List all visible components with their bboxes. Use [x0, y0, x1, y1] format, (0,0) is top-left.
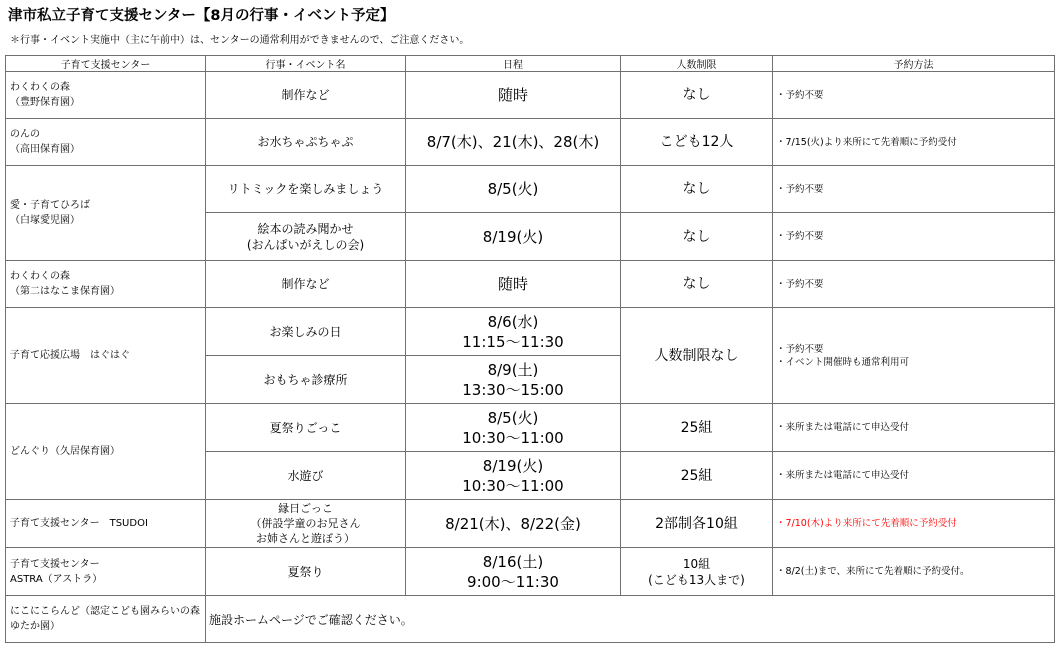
event-name-line: お水ちゃぷちゃぷ [257, 135, 354, 149]
header-capacity: 人数制限 [621, 56, 773, 72]
method-line: ・予約不要 [776, 89, 824, 101]
schedule-cell [406, 119, 621, 166]
capacity-line: なし [682, 276, 711, 292]
event-name-cell [206, 308, 406, 356]
capacity-cell [621, 119, 773, 166]
event-name-line: 縁日ごっこ [278, 502, 333, 515]
schedule-line: 随時 [497, 275, 528, 293]
capacity-line: こども12人 [659, 134, 734, 150]
header-method: 予約方法 [773, 56, 1055, 72]
schedule-cell [406, 261, 621, 308]
header-center: 子育て支援センター [6, 56, 206, 72]
schedule-line: 10:30～11:00 [462, 428, 564, 447]
center-name-cell [6, 261, 206, 308]
method-line: ・8/2(土)まで、来所にて先着順に予約受付。 [776, 566, 970, 577]
table-row [6, 261, 1055, 308]
center-name-line: わくわくの森 [10, 271, 70, 282]
event-name-line: 制作など [281, 277, 330, 291]
capacity-cell [621, 404, 773, 452]
event-name-cell [206, 261, 406, 308]
schedule-cell [406, 452, 621, 500]
schedule-line: 8/7(木)、21(木)、28(木) [426, 133, 600, 151]
capacity-line: 25組 [680, 419, 713, 436]
table-row [6, 596, 1055, 643]
capacity-cell [621, 72, 773, 119]
schedule-line: 10:30～11:00 [462, 476, 564, 495]
reservation-method-cell [773, 548, 1055, 596]
schedule-line: 8/6(水) [487, 312, 539, 331]
center-name-line: どんぐり（久居保育園） [10, 446, 120, 457]
method-line: ・イベント開催時も通常利用可 [776, 356, 910, 368]
capacity-line: 10組 [682, 556, 711, 571]
event-name-cell [206, 166, 406, 213]
event-name-line: 絵本の読み聞かせ [257, 221, 354, 236]
schedule-cell [406, 404, 621, 452]
reservation-method-cell [773, 72, 1055, 119]
event-name-line: お姉さんと遊ぼう） [256, 532, 355, 545]
capacity-line: (こども13人まで) [648, 572, 745, 587]
method-line: ・予約不要 [776, 231, 824, 242]
center-name-cell [6, 596, 206, 643]
event-name-cell [206, 213, 406, 261]
method-line: ・予約不要 [776, 183, 824, 195]
schedule-cell [406, 213, 621, 261]
capacity-line: 25組 [680, 467, 713, 484]
reservation-method-cell [773, 452, 1055, 500]
table-row [6, 166, 1055, 213]
reservation-method-cell [773, 308, 1055, 404]
event-name-line: お楽しみの日 [269, 324, 342, 339]
event-name-line: （併設学童のお兄さん [250, 517, 361, 530]
event-name-line: おもちゃ診療所 [263, 372, 348, 387]
center-name-line: （第二はなこま保育園） [10, 286, 120, 297]
event-name-cell [206, 404, 406, 452]
website-notice-cell: 施設ホームページでご確認ください。 [206, 596, 1055, 643]
center-name-line: ASTRA（アストラ） [10, 573, 103, 585]
center-name-cell [6, 548, 206, 596]
schedule-cell [406, 166, 621, 213]
schedule-line: 8/9(土) [487, 360, 539, 379]
method-line: ・7/10(木)より来所にて先着順に予約受付 [776, 518, 957, 529]
schedule-line: 8/21(木)、8/22(金) [445, 514, 581, 533]
method-line: ・来所または電話にて申込受付 [776, 470, 910, 481]
reservation-method-cell [773, 119, 1055, 166]
schedule-line: 8/19(火) [482, 456, 544, 475]
capacity-cell [621, 261, 773, 308]
reservation-method-cell [773, 261, 1055, 308]
schedule-line: 9:00～11:30 [467, 572, 559, 591]
table-row [6, 404, 1055, 452]
schedule-cell [406, 500, 621, 548]
schedule-line: 11:15～11:30 [462, 332, 564, 351]
center-name-line: （豊野保育園） [10, 97, 80, 108]
schedule-line: 8/16(土) [482, 552, 544, 571]
center-name-line: （高田保育園） [10, 144, 80, 155]
schedule-cell [406, 356, 621, 404]
header-event: 行事・イベント名 [206, 56, 406, 72]
table-row [6, 500, 1055, 548]
header-schedule: 日程 [406, 56, 621, 72]
event-name-cell [206, 72, 406, 119]
reservation-method-cell [773, 500, 1055, 548]
event-name-line: 水遊び [287, 468, 324, 483]
usage-note: ＊行事・イベント実施中（主に午前中）は、センターの通常利用ができませんので、ご注意ください。 [10, 35, 470, 46]
capacity-line: 人数制限なし [654, 347, 739, 364]
schedule-cell [406, 72, 621, 119]
capacity-cell [621, 452, 773, 500]
method-line: ・7/15(火)より来所にて先着順に予約受付 [776, 136, 957, 148]
center-name-line: （白塚愛児園） [10, 215, 80, 226]
center-name-line: 子育て支援センター TSUDOI [10, 518, 148, 529]
center-name-line: 愛・子育てひろば [10, 200, 90, 211]
event-name-cell [206, 356, 406, 404]
center-name-cell [6, 308, 206, 404]
reservation-method-cell [773, 166, 1055, 213]
schedule-line: 8/5(火) [487, 408, 539, 427]
center-name-cell [6, 500, 206, 548]
center-name-line: ゆたか園） [10, 621, 60, 632]
schedule-line: 8/19(火) [482, 227, 544, 246]
method-line: ・予約不要 [776, 343, 824, 355]
event-name-cell [206, 452, 406, 500]
center-name-line: にこにこらんど（認定こども園みらいの森 [10, 606, 200, 617]
center-name-cell [6, 119, 206, 166]
capacity-cell [621, 500, 773, 548]
capacity-cell [621, 548, 773, 596]
center-name-cell [6, 72, 206, 119]
reservation-method-cell [773, 213, 1055, 261]
event-name-cell [206, 119, 406, 166]
event-name-line: 制作など [281, 88, 330, 102]
reservation-method-cell [773, 404, 1055, 452]
center-name-cell [6, 166, 206, 261]
table-row [6, 72, 1055, 119]
schedule-cell [406, 548, 621, 596]
event-name-line: 夏祭り [287, 564, 324, 579]
event-name-line: (おんぱいがえしの会) [246, 237, 365, 252]
schedule-line: 随時 [497, 86, 528, 104]
event-name-cell [206, 548, 406, 596]
capacity-cell [621, 213, 773, 261]
event-schedule-table [5, 55, 1055, 643]
method-line: ・予約不要 [776, 278, 824, 290]
center-name-line: のんの [10, 129, 40, 140]
schedule-cell [406, 308, 621, 356]
event-name-line: 夏祭りごっこ [269, 420, 342, 435]
capacity-line: 2部制各10組 [655, 515, 738, 532]
capacity-line: なし [682, 87, 711, 103]
capacity-cell [621, 166, 773, 213]
table-row [6, 548, 1055, 596]
capacity-line: なし [682, 181, 711, 197]
capacity-line: なし [682, 228, 711, 245]
page-title: 津市私立子育て支援センター【8月の行事・イベント予定】 [8, 8, 395, 24]
center-name-line: 子育て支援センター [10, 558, 100, 570]
table-header-row [6, 56, 1055, 72]
schedule-line: 13:30～15:00 [462, 380, 564, 399]
center-name-cell [6, 404, 206, 500]
schedule-line: 8/5(火) [487, 180, 539, 198]
capacity-cell [621, 308, 773, 404]
table-row [6, 308, 1055, 356]
center-name-line: わくわくの森 [10, 82, 70, 93]
method-line: ・来所または電話にて申込受付 [776, 422, 910, 433]
table-row [6, 119, 1055, 166]
event-name-cell [206, 500, 406, 548]
event-name-line: リトミックを楽しみましょう [227, 182, 384, 196]
center-name-line: 子育て応援広場 はぐはぐ [10, 350, 130, 361]
